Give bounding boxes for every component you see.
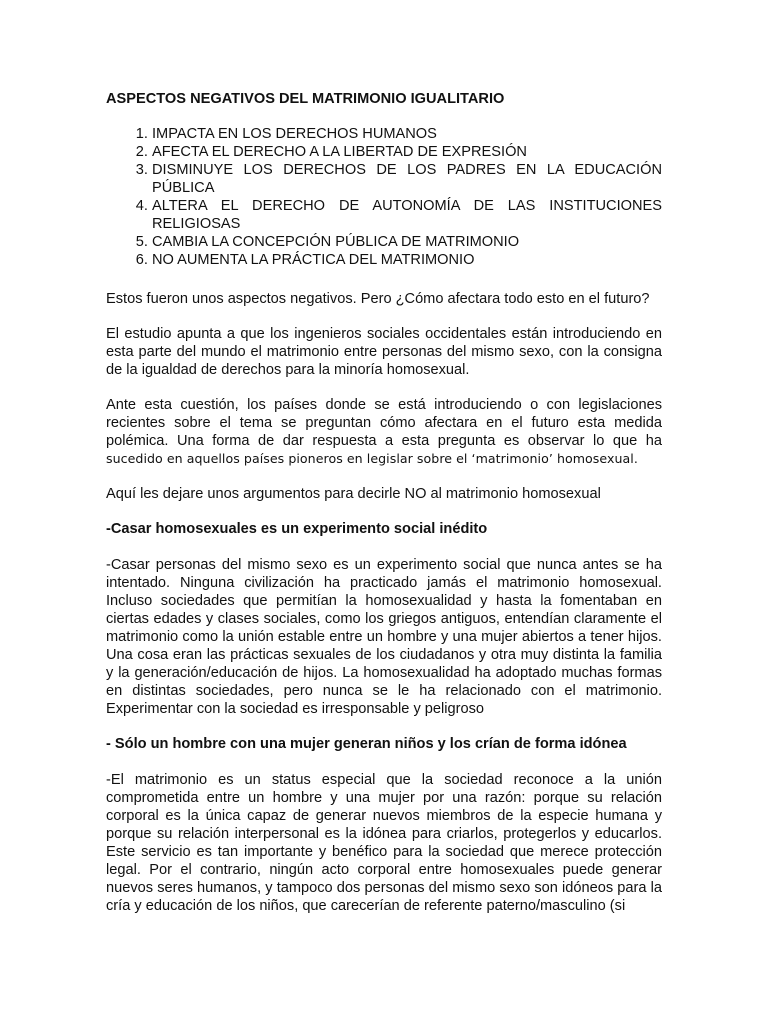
paragraph-countries xyxy=(106,396,662,468)
list-item: 1. IMPACTA EN LOS DERECHOS HUMANOS xyxy=(152,125,662,143)
paragraph-countries-tail: sucedido en aquellos países pioneros en legislar sobre el ‘matrimonio’ homosexual. xyxy=(106,451,638,466)
paragraph-experiment: -Casar personas del mismo sexo es un experimento social que nunca antes se ha intentado. Ninguna civilización ha practicado jamás el matrimonio homosexual. Incluso sociedades que permitían la homosexualidad y hasta la fomentaban en ciertas edades y clases sociales, como los griegos antiguos, entendían claramente el matrimonio como la unión estable entre un hombre y una mujer abiertos a tener hijos. Una cosa eran las prácticas sexuales de los ciudadanos y otra muy distinta la familia y la generación/educación de hijos. La homosexualidad ha adoptado muchas formas en distintas sociedades, pero nunca se le ha relacionado con el matrimonio. Experimentar con la sociedad es irresponsable y peligroso xyxy=(106,557,662,717)
list-item: 5. CAMBIA LA CONCEPCIÓN PÚBLICA DE MATRIMONIO xyxy=(152,233,662,251)
negative-aspects-list xyxy=(106,125,662,269)
paragraph-children: -El matrimonio es un status especial que la sociedad reconoce a la unión comprometida entre un hombre y una mujer por una razón: porque su relación corporal es la única capaz de generar nuevos miembros de la especie humana y porque su relación interpersonal es la idónea para criarlos, protegerlos y educarlos. Este servicio es tan importante y benéfico para la sociedad que merece protección legal. Por el contrario, ningún acto corporal entre homosexuales puede generar nuevos seres humanos, y tampoco dos personas del mismo sexo son idóneos para la cría y educación de los niños, que carecerían de referente paterno/masculino (si xyxy=(106,772,662,914)
section-heading-children: - Sólo un hombre con una mujer generan niños y los crían de forma idónea xyxy=(106,736,627,752)
list-item: 4. ALTERA EL DERECHO DE AUTONOMÍA DE LAS INSTITUCIONES RELIGIOSAS xyxy=(152,197,662,233)
paragraph-question: Estos fueron unos aspectos negativos. Pero ¿Cómo afectara todo esto en el futuro? xyxy=(106,291,650,307)
list-item: 3. DISMINUYE LOS DERECHOS DE LOS PADRES EN LA EDUCACIÓN PÚBLICA xyxy=(152,161,662,197)
list-item: 6. NO AUMENTA LA PRÁCTICA DEL MATRIMONIO xyxy=(152,251,662,269)
document-title: ASPECTOS NEGATIVOS DEL MATRIMONIO IGUALITARIO xyxy=(106,91,505,107)
list-item: 2. AFECTA EL DERECHO A LA LIBERTAD DE EXPRESIÓN xyxy=(152,143,662,161)
section-heading-experiment: -Casar homosexuales es un experimento social inédito xyxy=(106,521,488,537)
paragraph-countries-text: Ante esta cuestión, los países donde se está introduciendo o con legislaciones recientes sobre el tema se preguntan cómo afectara en el futuro esta medida polémica. Una forma de dar respuesta a esta pregunta es observar lo que ha xyxy=(106,397,662,449)
paragraph-study: El estudio apunta a que los ingenieros sociales occidentales están introduciendo en esta parte del mundo el matrimonio entre personas del mismo sexo, con la consigna de la igualdad de derechos para la minoría homosexual. xyxy=(106,326,662,378)
paragraph-arguments-intro: Aquí les dejare unos argumentos para decirle NO al matrimonio homosexual xyxy=(106,486,601,502)
document-page xyxy=(106,90,662,932)
